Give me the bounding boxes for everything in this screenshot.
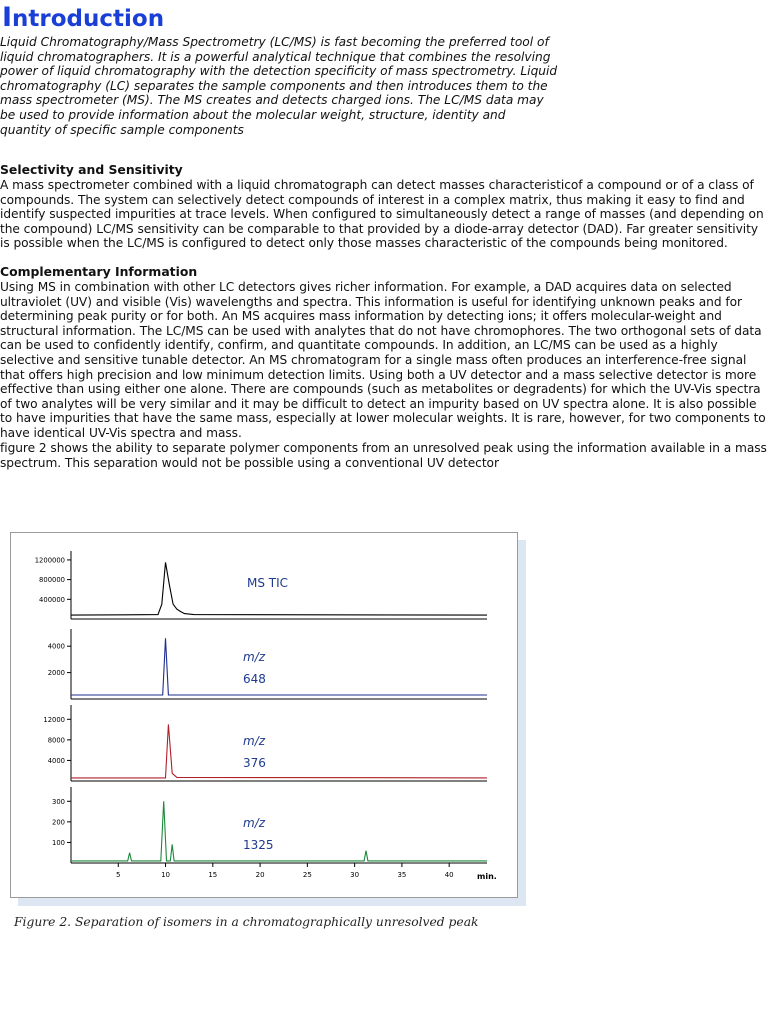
series-label-mass: 1325 bbox=[243, 838, 274, 852]
figure-caption: Figure 2. Separation of isomers in a chromatographically unresolved peak bbox=[14, 915, 479, 929]
chart-panel-4 bbox=[52, 787, 487, 863]
x-axis-label: min. bbox=[477, 872, 497, 881]
y-tick-label: 100 bbox=[52, 838, 65, 847]
section-heading-selectivity: Selectivity and Sensitivity bbox=[0, 162, 183, 177]
chart-panel-2 bbox=[48, 629, 487, 699]
y-tick-label: 4000 bbox=[47, 756, 65, 765]
series-label: MS TIC bbox=[247, 576, 289, 590]
y-tick-label: 4000 bbox=[47, 642, 65, 651]
section-body-complementary: Using MS in combination with other LC detectors gives richer information. For example, a DAD acquires data on selected ultraviolet (UV) and visible (Vis) wavelengths and spectra. This information is useful for identifying unknown peaks and for determining peak purity or for both. An MS acquires mass information by detecting ions; it offers molecular-weight and structural information. The LC/MS can be used with analytes that do not have chromophores. The two orthogonal sets of data can be used to confidently identify, confirm, and quantitate compounds. In addition, an LC/MS can be used as a highly selective and sensitive tunable detector. An MS chromatogram for a single mass often produces an interference-free signal that offers high precision and low minimum detection limits. Using both a UV detector and a mass selective detector is more effective than using either one alone. There are compounds (such as metabolites or degradents) for which the UV-Vis spectra of two analytes will be very similar and it may be difficult to detect an impurity based on UV spectra alone. It is also possible to have impurities that have the same mass, especially at lower molecular weights. It is rare, however, for two components to have identical UV-Vis spectra and mass. bbox=[0, 280, 766, 440]
x-tick-label: 10 bbox=[161, 871, 171, 879]
x-tick-label: 15 bbox=[208, 871, 218, 879]
x-tick-label: 40 bbox=[444, 871, 454, 879]
x-tick-label: 25 bbox=[302, 871, 312, 879]
y-tick-label: 8000 bbox=[47, 736, 65, 745]
series-label-mz: m/z bbox=[243, 816, 266, 830]
chart-panel-1 bbox=[35, 551, 487, 619]
title-initial: I bbox=[2, 2, 13, 33]
x-tick-label: 30 bbox=[350, 871, 360, 879]
series-label-mass: 648 bbox=[243, 672, 266, 686]
intro-paragraph: Liquid Chromatography/Mass Spectrometry (LC/MS) is fast becoming the preferred tool of liquid chromatographers. It is a powerful analytical technique that combines the resolving power of liquid chromatography with the detection specificity of mass spectrometry. Liquid chromatography (LC) separates the sample components and then introduces them to the mass spectrometer (MS). The MS creates and detects charged ions. The LC/MS data may be used to provide information about the molecular weight, structure, identity and quantity of specific sample components bbox=[0, 35, 558, 137]
y-tick-label: 800000 bbox=[39, 576, 65, 585]
section-body-selectivity: A mass spectrometer combined with a liquid chromatograph can detect masses characteristicof a compound or of a class of compounds. The system can selectively detect compounds of interest in a complex matrix, thus making it easy to find and identify suspected impurities at trace levels. When configured to simultaneously detect a range of masses (and depending on the compound) LC/MS sensitivity can be comparable to that provided by a diode-array detector (DAD). Far greater sensitivity is possible when the LC/MS is configured to detect only those masses characteristic of the compounds being monitored. bbox=[0, 178, 764, 251]
section-heading-complementary: Complementary Information bbox=[0, 264, 198, 279]
chart-panel-3 bbox=[43, 705, 487, 781]
y-tick-label: 400000 bbox=[39, 595, 65, 604]
page-title bbox=[2, 2, 164, 33]
series-line bbox=[71, 801, 487, 861]
x-tick-label: 20 bbox=[255, 871, 265, 879]
y-tick-label: 12000 bbox=[43, 715, 65, 724]
title-rest: ntroduction bbox=[12, 6, 165, 32]
chromatogram-chart bbox=[11, 533, 519, 899]
y-tick-label: 2000 bbox=[47, 669, 65, 678]
x-tick-label: 35 bbox=[397, 871, 407, 879]
y-tick-label: 200 bbox=[52, 818, 65, 827]
series-label-mz: m/z bbox=[243, 650, 266, 664]
series-label-mz: m/z bbox=[243, 734, 266, 748]
series-line bbox=[71, 724, 487, 778]
y-tick-label: 300 bbox=[52, 797, 65, 806]
figure-reference-paragraph: figure 2 shows the ability to separate polymer components from an unresolved peak using the information available in a mass spectrum. This separation would not be possible using a conventional UV detector bbox=[0, 441, 767, 470]
chromatogram-figure bbox=[10, 532, 518, 898]
y-tick-label: 1200000 bbox=[34, 556, 65, 565]
series-line bbox=[71, 638, 487, 695]
series-label-mass: 376 bbox=[243, 756, 266, 770]
x-tick-label: 5 bbox=[116, 871, 121, 879]
